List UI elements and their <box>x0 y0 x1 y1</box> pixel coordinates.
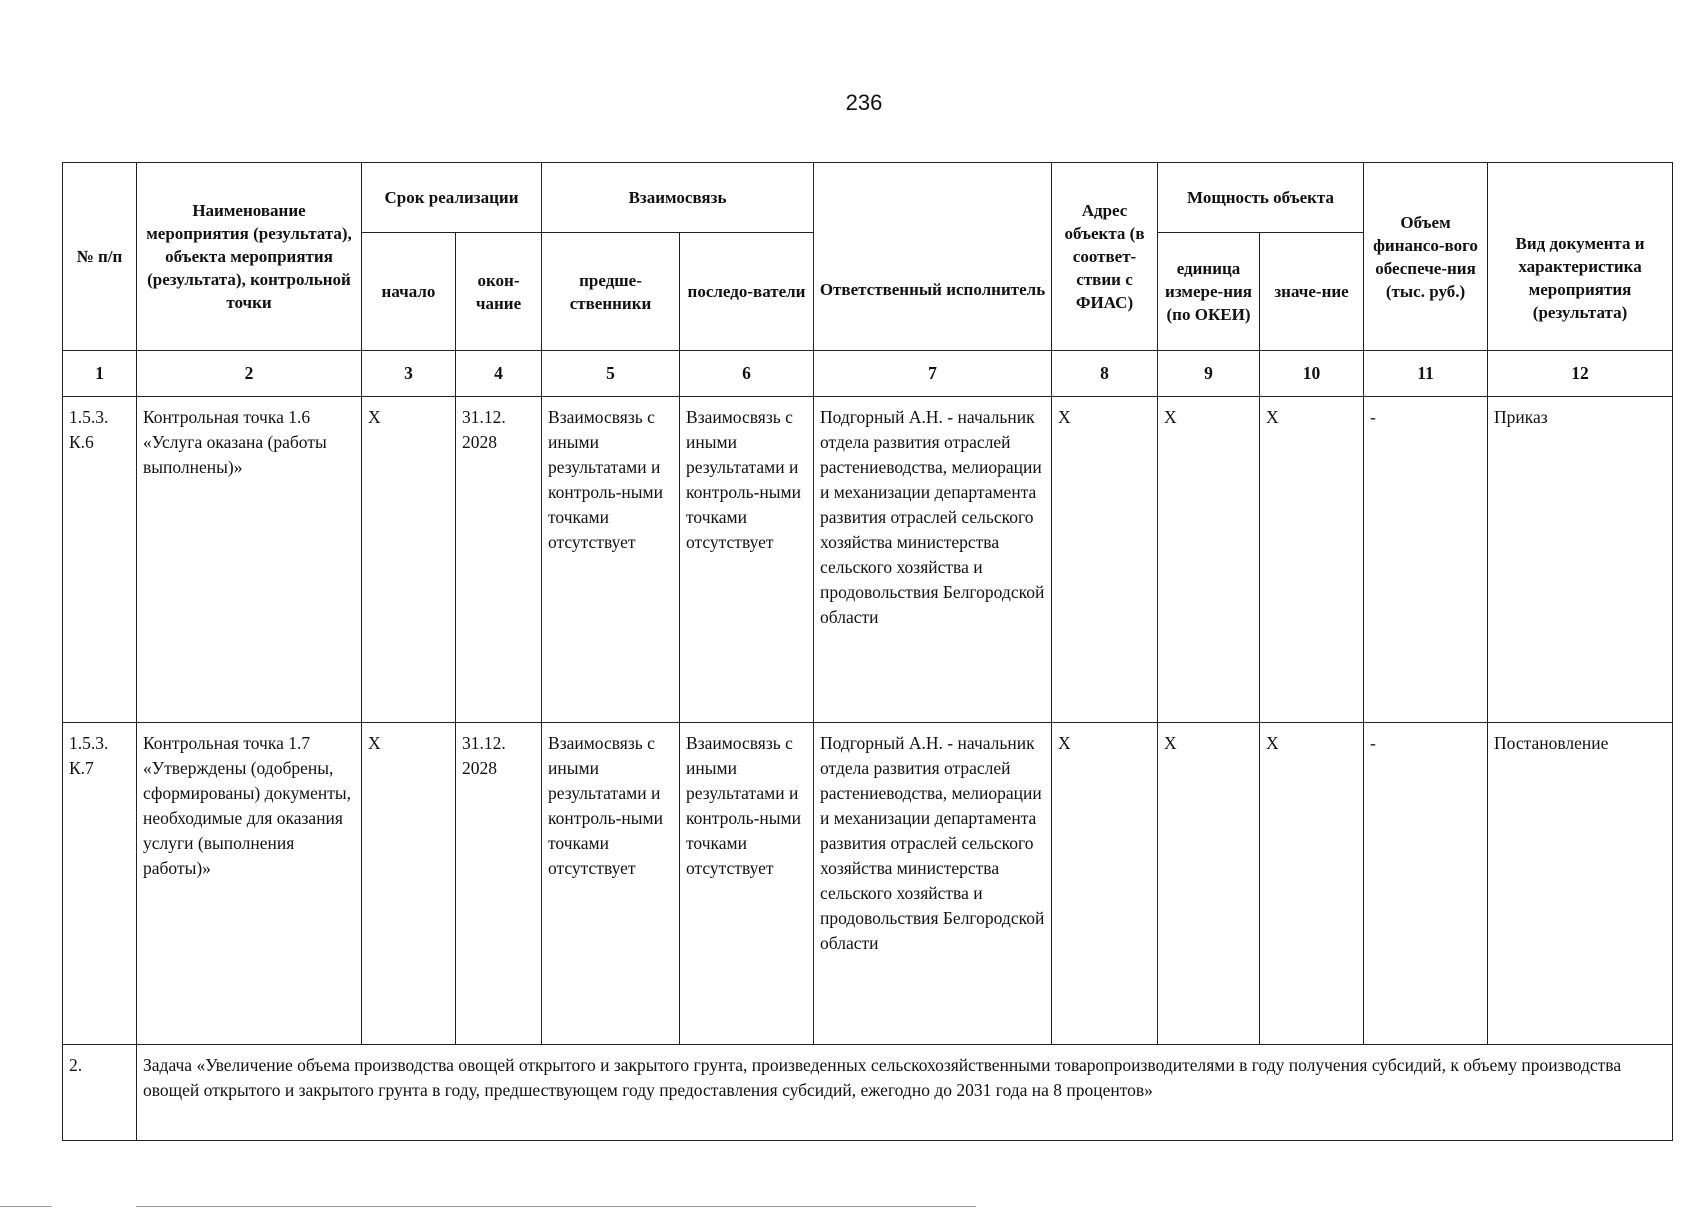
header-link: Взаимосвязь <box>542 163 814 233</box>
column-number: 4 <box>456 351 542 397</box>
row-successors: Взаимосвязь с иными результатами и контроль-ными точками отсутствует <box>680 723 814 1045</box>
column-number: 9 <box>1158 351 1260 397</box>
row-value: X <box>1260 723 1364 1045</box>
row-finance: - <box>1364 397 1488 723</box>
row-end: 31.12. 2028 <box>456 723 542 1045</box>
table-row <box>63 397 1673 723</box>
row-address: X <box>1052 723 1158 1045</box>
row-number: 1.5.3. К.6 <box>63 397 137 723</box>
row-responsible: Подгорный А.Н. - начальник отдела развития отраслей растениеводства, мелиорации и механизации департамента развития отраслей сельского хозяйства министерства сельского хозяйства и продовольствия Белгородской области <box>814 397 1052 723</box>
row-start: X <box>362 397 456 723</box>
task-row <box>63 1045 1673 1141</box>
header-predecessors: предше-ственники <box>542 233 680 351</box>
header-successors: последо-ватели <box>680 233 814 351</box>
header-no: № п/п <box>63 163 137 351</box>
column-number: 11 <box>1364 351 1488 397</box>
row-predecessors: Взаимосвязь с иными результатами и контроль-ными точками отсутствует <box>542 723 680 1045</box>
row-responsible: Подгорный А.Н. - начальник отдела развития отраслей растениеводства, мелиорации и механизации департамента развития отраслей сельского хозяйства министерства сельского хозяйства и продовольствия Белгородской области <box>814 723 1052 1045</box>
header-row-1 <box>63 163 1673 233</box>
header-document: Вид документа и характеристика мероприятия (результата) <box>1488 163 1673 351</box>
header-term: Срок реализации <box>362 163 542 233</box>
row-successors: Взаимосвязь с иными результатами и контроль-ными точками отсутствует <box>680 397 814 723</box>
task-number: 2. <box>63 1045 137 1141</box>
row-document: Постановление <box>1488 723 1673 1045</box>
column-number: 1 <box>63 351 137 397</box>
row-name: Контрольная точка 1.6 «Услуга оказана (работы выполнены)» <box>137 397 362 723</box>
column-number: 7 <box>814 351 1052 397</box>
header-address: Адрес объекта (в соответ-ствии с ФИАС) <box>1052 163 1158 351</box>
row-number: 1.5.3. К.7 <box>63 723 137 1045</box>
header-value: значе-ние <box>1260 233 1364 351</box>
column-numbers-row <box>63 351 1673 397</box>
column-number: 12 <box>1488 351 1673 397</box>
header-responsible: Ответственный исполнитель <box>814 163 1052 351</box>
row-address: X <box>1052 397 1158 723</box>
row-unit: X <box>1158 723 1260 1045</box>
column-number: 2 <box>137 351 362 397</box>
column-number: 6 <box>680 351 814 397</box>
header-name: Наименование мероприятия (результата), объекта мероприятия (результата), контрольной точки <box>137 163 362 351</box>
row-finance: - <box>1364 723 1488 1045</box>
column-number: 3 <box>362 351 456 397</box>
row-unit: X <box>1158 397 1260 723</box>
column-number: 8 <box>1052 351 1158 397</box>
row-document: Приказ <box>1488 397 1673 723</box>
column-number: 10 <box>1260 351 1364 397</box>
row-name: Контрольная точка 1.7 «Утверждены (одобрены, сформированы) документы, необходимые для оказания услуги (выполнения работы)» <box>137 723 362 1045</box>
header-start: начало <box>362 233 456 351</box>
row-value: X <box>1260 397 1364 723</box>
column-number: 5 <box>542 351 680 397</box>
header-unit: единица измере-ния (по ОКЕИ) <box>1158 233 1260 351</box>
header-end: окон-чание <box>456 233 542 351</box>
header-capacity: Мощность объекта <box>1158 163 1364 233</box>
plan-table <box>62 162 1673 1141</box>
row-predecessors: Взаимосвязь с иными результатами и контроль-ными точками отсутствует <box>542 397 680 723</box>
header-finance: Объем финансо-вого обеспече-ния (тыс. руб.) <box>1364 163 1488 351</box>
table-row <box>63 723 1673 1045</box>
task-text: Задача «Увеличение объема производства овощей открытого и закрытого грунта, произведенных сельскохозяйственными товаропроизводителями в году получения субсидий, к объему производства овощей открытого и закрытого грунта в году, предшествующем году предоставления субсидий, ежегодно до 2031 года на 8 процентов» <box>137 1045 1673 1141</box>
row-end: 31.12. 2028 <box>456 397 542 723</box>
page-number: 236 <box>845 90 883 115</box>
row-start: X <box>362 723 456 1045</box>
